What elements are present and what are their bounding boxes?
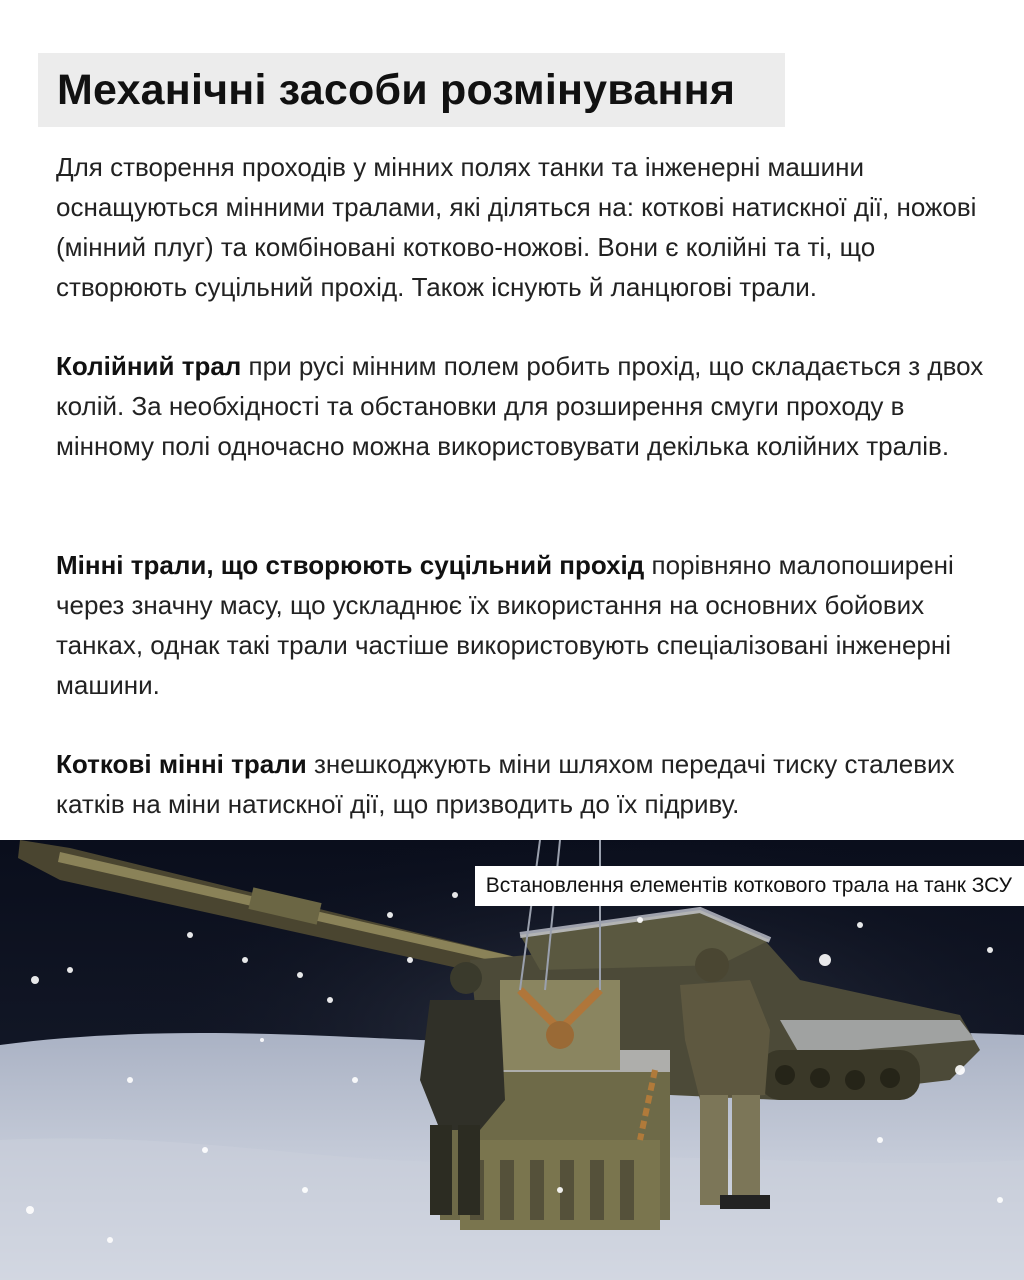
tank-trawl-photo	[0, 840, 1024, 1280]
title-box	[38, 53, 785, 127]
paragraph-roller-trawl-text: знешкоджують міни шляхом передачі тиску сталевих катків на міни натискної дії, що призводить до їх підриву.	[56, 749, 955, 819]
paragraph-intro-text: Для створення проходів у мінних полях танки та інженерні машини оснащуються мінними тралами, які діляться на: коткові натискної дії, ножові (мінний плуг) та комбіновані котково-ножові. Вони є колійні та ті, що створюють суцільний прохід. Також існують й ланцюгові трали.	[56, 152, 977, 302]
paragraph-roller-trawl	[56, 744, 996, 824]
paragraph-track-trawl-text: при русі мінним полем робить прохід, що складається з двох колій. За необхідності та обстановки для розширення смуги проходу в мінному полі одночасно можна використовувати декілька колійних тралів.	[56, 351, 984, 461]
paragraph-continuous-trawl	[56, 545, 996, 705]
paragraph-continuous-trawl-text: порівняно малопоширені через значну масу, що ускладнює їх використання на основних бойових танках, однак такі трали частіше використовують спеціалізовані інженерні машини.	[56, 550, 954, 700]
page-title: Механічні засоби розмінування	[57, 65, 736, 114]
photo-caption: Встановлення елементів коткового трала на танк ЗСУ	[475, 866, 1024, 906]
paragraph-intro	[56, 147, 996, 307]
paragraph-roller-trawl-term: Коткові мінні трали	[56, 749, 307, 779]
tank-trawl-illustration	[0, 840, 1024, 1280]
paragraph-track-trawl-term: Колійний трал	[56, 351, 242, 381]
paragraph-continuous-trawl-term: Мінні трали, що створюють суцільний прохід	[56, 550, 645, 580]
paragraph-track-trawl	[56, 346, 996, 466]
